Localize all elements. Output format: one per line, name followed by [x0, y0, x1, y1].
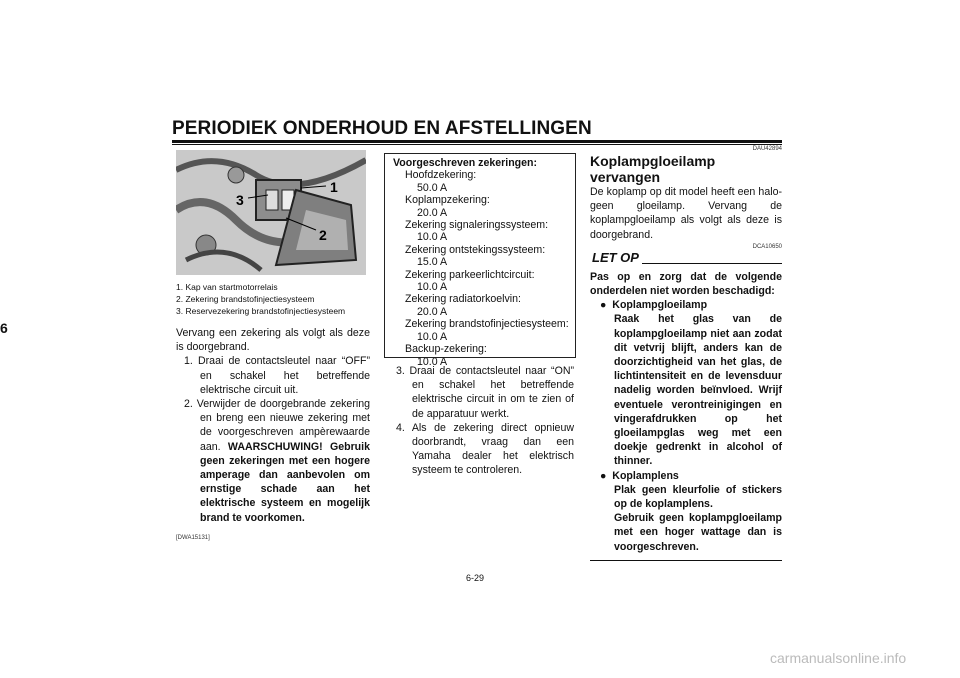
footer-watermark[interactable]: carmanualsonline.info — [770, 650, 907, 666]
caption-1: 1. Kap van startmotorrelais — [176, 282, 278, 292]
step-4: 4. Als de zekering direct opnieuw doorbrandt, vraag dan een Yamaha dealer het elektrisch systeem te controleren. — [396, 421, 574, 477]
step-3: 3. Draai de contactsleutel naar “ON” en schakel het betreffende elektrische circuit in om te zien of de apparatuur werkt. — [396, 365, 574, 420]
fuse-item-value: 10.0 A — [417, 231, 448, 244]
fuse-item-value: 20.0 A — [417, 305, 448, 318]
fuse-item-value: 50.0 A — [417, 181, 448, 194]
caution-label: LET OP — [592, 249, 639, 265]
fuse-list — [393, 169, 575, 368]
bullet-icon: ● — [600, 299, 613, 312]
caution-rule-bottom — [590, 560, 782, 561]
callout-3: 3 — [236, 192, 244, 208]
step-1: 1. Draai de contactsleutel naar “OFF” en schakel het betreffende elektrische circuit uit. — [184, 355, 370, 396]
fuse-item-value: 10.0 A — [417, 281, 448, 294]
fuse-item-value: 10.0 A — [417, 330, 448, 343]
chapter-tab — [0, 320, 12, 346]
page-number: 6-29 — [466, 573, 485, 583]
callout-2: 2 — [319, 227, 327, 243]
caution-header — [590, 250, 782, 266]
section-code: DAU42894 — [752, 146, 782, 152]
caution-bullet-1 — [590, 298, 782, 312]
bullet-icon: ● — [600, 469, 613, 482]
fuse-item-name: Zekering ontstekingssysteem: — [405, 243, 546, 256]
intro-text: Vervang een zekering als volgt als deze is doorgebrand. — [176, 327, 370, 354]
title-rule-thin — [172, 144, 782, 145]
figure-captions — [176, 281, 376, 317]
fuse-item-value: 10.0 A — [417, 355, 448, 368]
fuse-item-name: Zekering brandstofinjectiesysteem: — [405, 318, 569, 331]
title-rule — [172, 140, 782, 143]
fuse-box-photo — [176, 150, 366, 275]
fuse-item-name: Zekering radiatorkoelvin: — [405, 293, 521, 306]
step-2-text: 2. Verwijder de doorgebrande zekering en breng een nieuwe zekering met de voorgeschreven ampèrewaarde aan. — [184, 398, 370, 453]
bullet-2-text: Plak geen kleurfolie of stickers op de koplamplens. — [614, 483, 782, 511]
step-2 — [176, 397, 370, 525]
fuse-spec-box — [384, 153, 576, 368]
caution-code: DCA10650 — [752, 243, 782, 250]
warning-code: [DWA15131] — [176, 534, 210, 541]
fuse-spec-heading: Voorgeschreven zekeringen: — [393, 157, 538, 169]
fuse-item-name: Zekering signaleringssysteem: — [405, 219, 549, 232]
bullet-2-title: Koplamplens — [612, 469, 679, 482]
bullet-1-text: Raak het glas van de koplampgloeilamp niet aan zodat dit vetvrij blijft, anders kan de doorzichtigheid van het glas, de lichtintensiteit en de levensduur nadelig worden beïnvloed. Wrijf eventuele verontreinigingen en vingerafdrukken op het gloeilampglas weg met een doekje gedrenkt in alcohol of thinner. — [614, 313, 782, 468]
caption-2: 2. Zekering brandstofinjectiesysteem — [176, 294, 315, 304]
callout-1: 1 — [330, 179, 338, 195]
bullet-2-text-2: Gebruik geen koplampgloeilamp met een hoger wattage dan is voorgeschreven. — [614, 512, 782, 553]
left-column — [176, 326, 370, 545]
bullet-1-title: Koplampgloeilamp — [612, 299, 708, 312]
right-column — [590, 146, 782, 561]
fuse-item-name: Hoofdzekering: — [405, 169, 477, 182]
warning-text: WAARSCHUWING! Gebruik geen zekeringen met een hogere amperage dan aanbevolen om ernstige schade aan het elektrische systeem en mogelijk brand te voorkomen. — [200, 440, 370, 524]
section-heading: Koplampgloeilamp vervangen — [590, 153, 716, 185]
section-paragraph: De koplamp op dit model heeft een halogeen gloeilamp. Vervang de koplampgloeilamp als volgt als deze is doorgebrand. — [590, 186, 782, 241]
fuse-item-value: 15.0 A — [417, 256, 448, 269]
fuse-item-value: 20.0 A — [417, 206, 448, 219]
caution-rule-top — [642, 263, 782, 264]
caution-intro: Pas op en zorg dat de volgende onderdelen niet worden beschadigd: — [590, 270, 782, 298]
caution-bullet-2 — [590, 469, 782, 483]
fuse-item-name: Koplampzekering: — [405, 194, 490, 207]
chapter-number: 6 — [0, 320, 8, 336]
middle-column — [388, 364, 574, 478]
fuse-item-name: Zekering parkeerlichtcircuit: — [405, 268, 535, 281]
page-title: PERIODIEK ONDERHOUD EN AFSTELLINGEN — [172, 118, 592, 139]
fuse-box-illustration — [176, 150, 366, 275]
caption-3: 3. Reservezekering brandstofinjectiesysteem — [176, 306, 346, 316]
fuse-item-name: Backup-zekering: — [405, 343, 487, 356]
